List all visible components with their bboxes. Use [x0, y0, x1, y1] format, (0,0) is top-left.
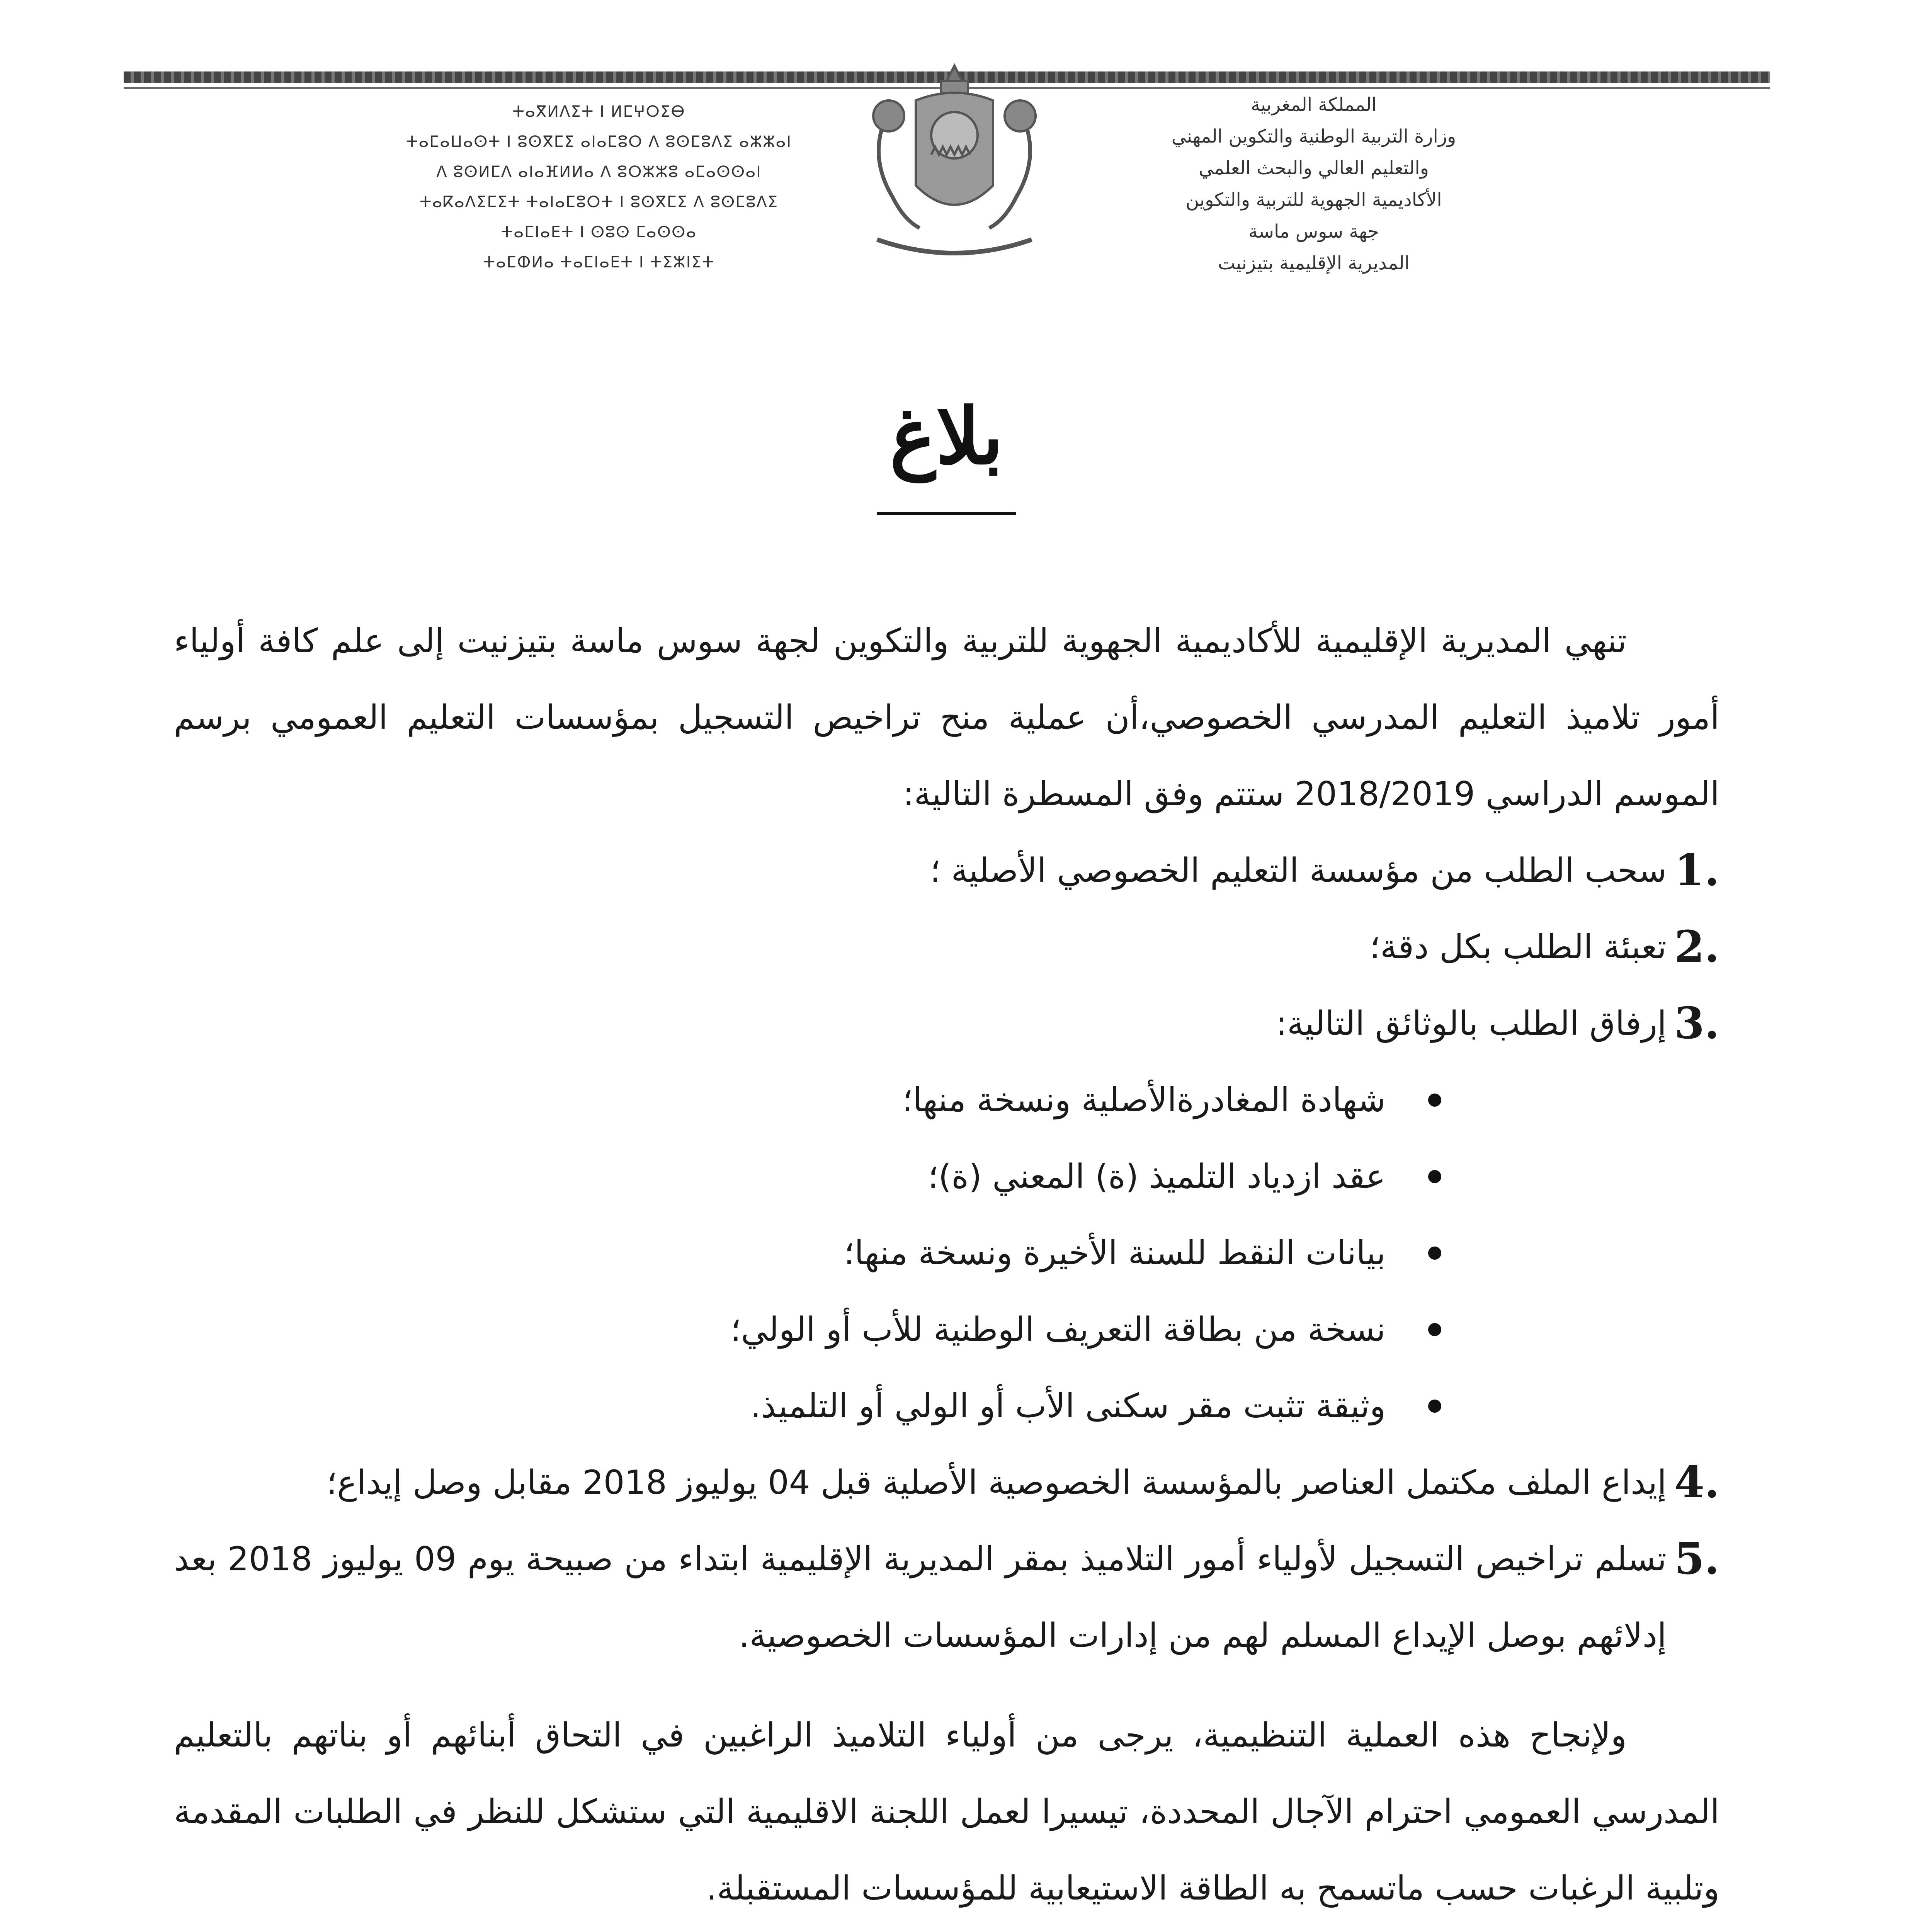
- arabic-header-line: المملكة المغربية: [1251, 94, 1377, 116]
- arabic-header-line: والتعليم العالي والبحث العلمي: [1199, 157, 1429, 179]
- royal-emblem-icon: [842, 58, 1066, 274]
- tifinagh-line: ⵜⴰⴳⵍⴷⵉⵜ ⵏ ⵍⵎⵖⵔⵉⴱ: [512, 103, 685, 121]
- title-underline: [877, 512, 1016, 515]
- header-tifinagh-block: [386, 97, 811, 277]
- tifinagh-line: ⵜⴰⴽⴰⴷⵉⵎⵉⵜ ⵜⴰⵏⴰⵎⵓⵔⵜ ⵏ ⵓⵙⴳⵎⵉ ⴷ ⵓⵙⵎⵓⴷⵉ: [419, 193, 779, 211]
- step-item: [174, 985, 1719, 1062]
- step-text: تعبئة الطلب بكل دقة؛: [1369, 928, 1667, 966]
- step-number: 4.: [1674, 1457, 1719, 1508]
- document-item-text: بيانات النقط للسنة الأخيرة ونسخة منها؛: [844, 1234, 1386, 1272]
- document-title: بلاغ: [889, 391, 1004, 482]
- step-item: [174, 832, 1719, 909]
- header-arabic-block: [1082, 89, 1546, 279]
- document-item-text: وثيقة تثبت مقر سكنى الأب أو الولي أو التلميذ.: [750, 1387, 1386, 1425]
- step-item: [174, 1521, 1719, 1674]
- closing-paragraph: ولإنجاح هذه العملية التنظيمية، يرجى من أولياء التلاميذ الراغبين في التحاق أبنائهم أو بناتهم بالتعليم المدرسي العمومي احترام الآجال المحددة، تيسيرا لعمل اللجنة الاقليمية التي ستشكل للنظر في الطلبات المقدمة وتلبية الرغبات حسب ماتسمح به الطاقة الاستيعابية للمؤسسات المستقبلة.: [174, 1716, 1719, 1908]
- step-number: 3.: [1674, 998, 1719, 1049]
- document-item: [174, 1138, 1441, 1215]
- document-item-text: نسخة من بطاقة التعريف الوطنية للأب أو الولي؛: [730, 1310, 1386, 1349]
- arabic-header-line: وزارة التربية الوطنية والتكوين المهني: [1171, 126, 1456, 147]
- step-number: 1.: [1674, 845, 1719, 896]
- bullet-icon: [1428, 1094, 1441, 1107]
- document-body: [174, 603, 1719, 1927]
- tifinagh-line: ⵜⴰⵎⵏⴰⴹⵜ ⵏ ⵙⵓⵙ ⵎⴰⵙⵙⴰ: [501, 223, 697, 241]
- step-number: 5.: [1674, 1534, 1719, 1584]
- bullet-icon: [1428, 1170, 1441, 1183]
- step-text: سحب الطلب من مؤسسة التعليم الخصوصي الأصلية ؛: [930, 851, 1667, 890]
- document-item-text: شهادة المغادرةالأصلية ونسخة منها؛: [902, 1081, 1386, 1119]
- arabic-header-line: المديرية الإقليمية بتيزنيت: [1218, 252, 1410, 274]
- step-item: [174, 909, 1719, 985]
- arabic-header-line: الأكاديمية الجهوية للتربية والتكوين: [1185, 189, 1442, 211]
- document-item: [174, 1062, 1441, 1138]
- document-item: [174, 1215, 1441, 1291]
- tifinagh-line: ⵜⴰⵎⴰⵡⴰⵙⵜ ⵏ ⵓⵙⴳⵎⵉ ⴰⵏⴰⵎⵓⵔ ⴷ ⵓⵙⵎⵓⴷⵉ ⴰⵣⵣⴰⵏ: [406, 133, 792, 151]
- tifinagh-line: ⴷ ⵓⵙⵍⵎⴷ ⴰⵏⴰⴼⵍⵍⴰ ⴷ ⵓⵔⵣⵣⵓ ⴰⵎⴰⵙⵙⴰⵏ: [436, 163, 762, 181]
- steps-list-continued: [174, 1444, 1719, 1674]
- required-documents-list: [174, 1062, 1719, 1444]
- arabic-header-line: جهة سوس ماسة: [1248, 221, 1379, 242]
- step-text: تسلم تراخيص التسجيل لأولياء أمور التلاميذ بمقر المديرية الإقليمية ابتداء من صبيحة يوم 09 يوليوز 2018 بعد إدلائهم بوصل الإيداع المسلم لهم من إدارات المؤسسات الخصوصية.: [174, 1540, 1667, 1655]
- document-item-text: عقد ازدياد التلميذ (ة) المعني (ة)؛: [928, 1157, 1386, 1196]
- bullet-icon: [1428, 1323, 1441, 1336]
- tifinagh-line: ⵜⴰⵎⵀⵍⴰ ⵜⴰⵎⵏⴰⴹⵜ ⵏ ⵜⵉⵣⵏⵉⵜ: [483, 253, 715, 271]
- steps-list: [174, 832, 1719, 1062]
- step-number: 2.: [1674, 922, 1719, 972]
- intro-paragraph: تنهي المديرية الإقليمية للأكاديمية الجهوية للتربية والتكوين لجهة سوس ماسة بتيزنيت إلى علم كافة أولياء أمور تلاميذ التعليم المدرسي الخصوصي،أن عملية منح تراخيص التسجيل بمؤسسات التعليم العمومي برسم الموسم الدراسي 2018/2019 ستتم وفق المسطرة التالية:: [174, 622, 1719, 813]
- step-text: إيداع الملف مكتمل العناصر بالمؤسسة الخصوصية الأصلية قبل 04 يوليوز 2018 مقابل وصل إيداع؛: [327, 1463, 1667, 1502]
- step-item: [174, 1444, 1719, 1521]
- document-item: [174, 1368, 1441, 1444]
- document-item: [174, 1291, 1441, 1368]
- step-text: إرفاق الطلب بالوثائق التالية:: [1276, 1004, 1667, 1043]
- bullet-icon: [1428, 1247, 1441, 1260]
- bullet-icon: [1428, 1400, 1441, 1413]
